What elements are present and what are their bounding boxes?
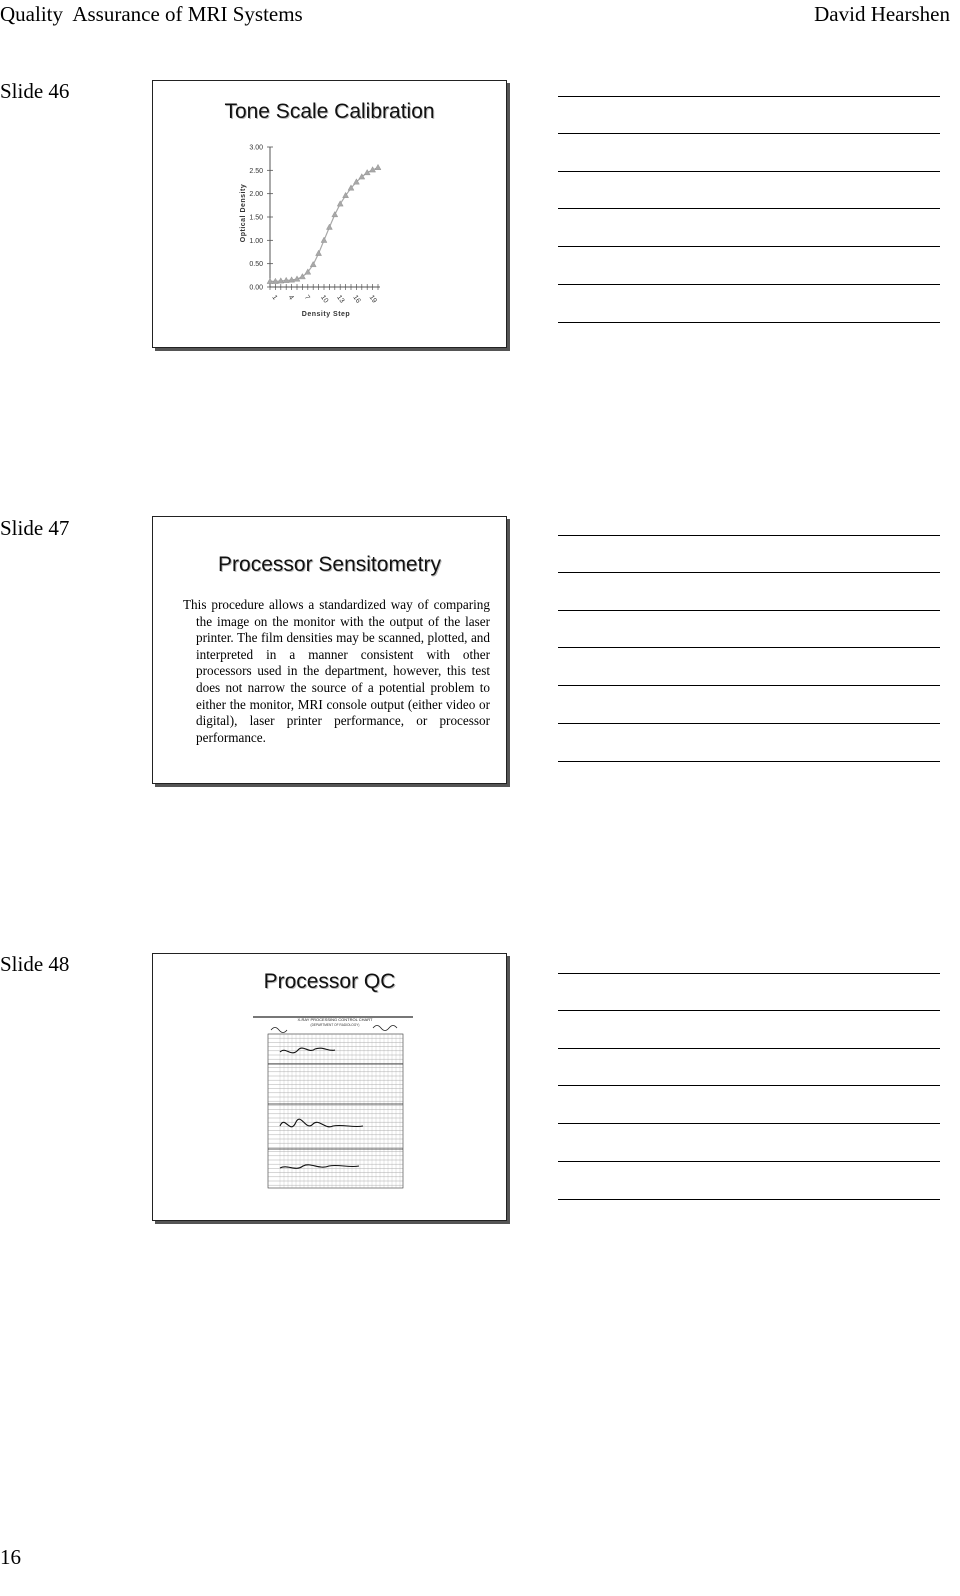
y-tick-label: 2.00 xyxy=(249,191,263,199)
slide-title: Tone Scale Calibration xyxy=(224,100,435,123)
handwriting xyxy=(271,1028,287,1033)
handwriting xyxy=(373,1026,397,1031)
data-point xyxy=(326,224,332,229)
x-tick-label: 4 xyxy=(286,294,295,302)
note-line xyxy=(558,685,940,686)
tone-scale-chart xyxy=(153,81,506,347)
x-tick-label: 10 xyxy=(318,294,330,305)
slide-47 xyxy=(152,516,507,784)
data-point xyxy=(332,211,338,216)
data-point xyxy=(316,250,322,255)
x-tick-label: 1 xyxy=(270,294,279,302)
y-axis-label: Optical Density xyxy=(240,183,247,243)
note-line xyxy=(558,535,940,536)
y-tick-label: 2.50 xyxy=(249,167,263,175)
x-tick-label: 13 xyxy=(335,294,346,305)
note-line xyxy=(558,610,940,611)
x-tick-label: 7 xyxy=(302,294,311,302)
y-tick-label: 0.50 xyxy=(249,261,263,269)
slide-label-48: Slide 48 xyxy=(0,952,70,976)
slide-label-47: Slide 47 xyxy=(0,516,70,540)
y-tick-label: 1.50 xyxy=(249,214,263,222)
note-line xyxy=(558,647,940,648)
note-line xyxy=(558,1048,940,1049)
x-axis-label: Density Step xyxy=(301,311,351,318)
data-point xyxy=(310,261,316,266)
control-trace xyxy=(280,1119,363,1127)
note-line xyxy=(558,322,940,323)
control-trace xyxy=(280,1165,359,1168)
note-line xyxy=(558,1199,940,1200)
note-line xyxy=(558,1085,940,1086)
page-number: 16 xyxy=(0,1545,21,1569)
processor-control-chart-image xyxy=(153,954,506,1220)
header-author: David Hearshen xyxy=(814,2,950,26)
slide-title: Processor QC xyxy=(263,970,396,993)
qc-chart-subcaption: (DEPARTMENT OF RADIOLOGY) xyxy=(310,1023,360,1027)
control-trace xyxy=(280,1048,335,1053)
note-line xyxy=(558,96,940,97)
note-line xyxy=(558,208,940,209)
form-border xyxy=(268,1034,403,1188)
y-tick-label: 0.00 xyxy=(249,284,263,292)
slide-46 xyxy=(152,80,507,348)
note-line xyxy=(558,723,940,724)
y-tick-label: 1.00 xyxy=(249,237,263,245)
note-line xyxy=(558,572,940,573)
y-tick-label: 3.00 xyxy=(249,144,263,152)
note-line xyxy=(558,1010,940,1011)
note-line xyxy=(558,133,940,134)
series-line xyxy=(270,168,378,282)
note-line xyxy=(558,246,940,247)
x-tick-label: 19 xyxy=(367,294,378,305)
slide-body-text: This procedure allows a standardized way of comparing the image on the monitor with the output of the laser printer. The film densities may be scanned, plotted, and interpreted in a manner consistent with other processors used in the department, however, this test does not narrow the source of a potential problem to either the monitor, MRI console output (either video or digital), laser printer performance, or processor performance. xyxy=(183,597,490,745)
slide-48 xyxy=(152,953,507,1221)
slide-title: Processor Sensitometry xyxy=(218,553,441,576)
header-title: Quality Assurance of MRI Systems xyxy=(0,2,303,26)
note-line xyxy=(558,1123,940,1124)
note-line xyxy=(558,284,940,285)
x-tick-label: 16 xyxy=(351,294,362,305)
data-point xyxy=(375,164,381,169)
slide-label-46: Slide 46 xyxy=(0,79,70,103)
note-line xyxy=(558,761,940,762)
data-point xyxy=(321,237,327,242)
note-line xyxy=(558,973,940,974)
note-line xyxy=(558,1161,940,1162)
note-line xyxy=(558,171,940,172)
qc-chart-caption: X-RAY PROCESSING CONTROL CHART xyxy=(297,1017,373,1022)
